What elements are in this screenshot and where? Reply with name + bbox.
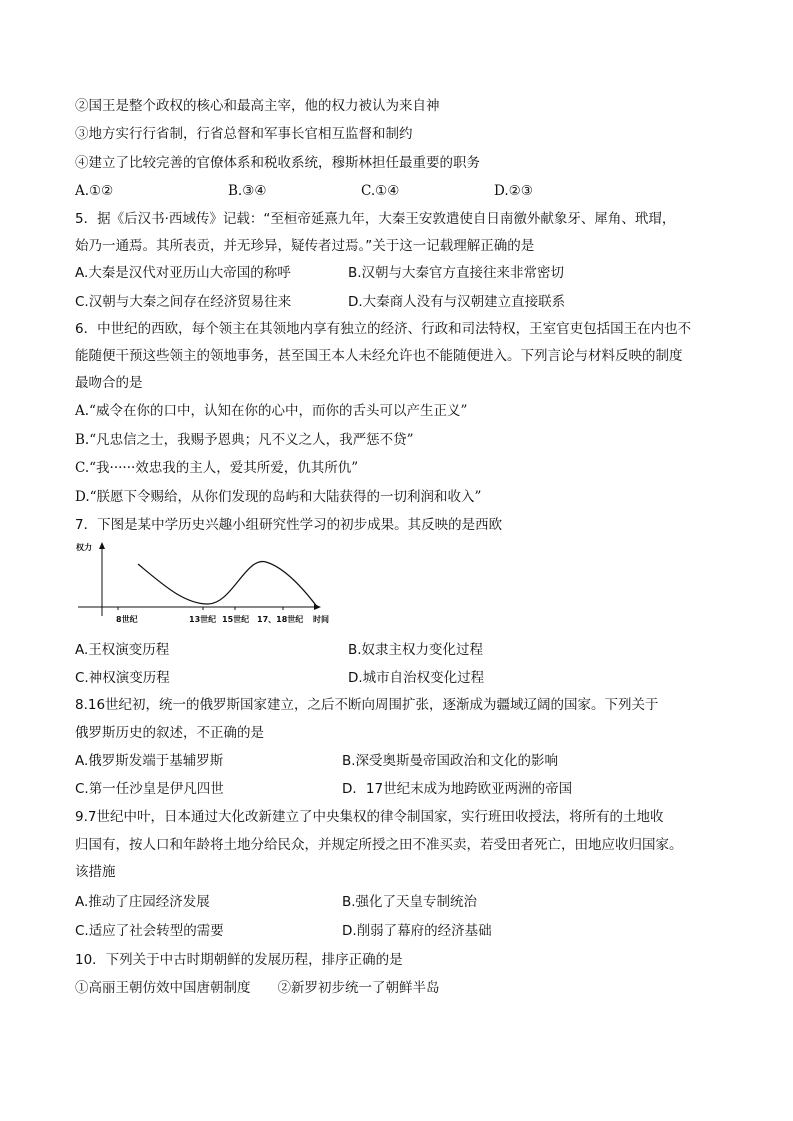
- chart-y-axis-arrow: [99, 542, 105, 549]
- q7-option-a: A.王权演变历程: [75, 642, 170, 658]
- q4-option-a: A.①②: [75, 183, 114, 199]
- q6-stem-line-3: 最吻合的是: [75, 375, 143, 391]
- q4-statement-4: ④建立了比较完善的官僚体系和税收系统，穆斯林担任最重要的职务: [75, 155, 480, 171]
- q8-option-a: A.俄罗斯发端于基辅罗斯: [75, 753, 224, 769]
- q6-stem-line-2: 能随便干预这些领主的领地事务，甚至国王本人未经允许也不能随便进入。下列言论与材料反映的制度: [75, 348, 683, 364]
- q9-option-b: B.强化了天皇专制统治: [342, 894, 478, 910]
- q5-option-b: B.汉朝与大秦官方直接往来非常密切: [348, 265, 565, 281]
- q10-stem-line-1: 10．下列关于中古时期朝鲜的发展历程，排序正确的是: [75, 952, 403, 968]
- q4-option-d: D.②③: [494, 183, 533, 199]
- q8-stem-line-1: 8.16世纪初，统一的俄罗斯国家建立，之后不断向周围扩张，逐渐成为疆域辽阔的国家。下列关于: [75, 697, 659, 713]
- q6-stem-line-1: 6．中世纪的西欧，每个领主在其领地内享有独立的经济、行政和司法特权，王室官吏包括国王在内也不: [75, 321, 692, 337]
- q8-option-b: B.深受奥斯曼帝国政治和文化的影响: [342, 753, 559, 769]
- q5-stem-line-1: 5．据《后汉书·西域传》记载：“至桓帝延熹九年，大秦王安敦遣使自日南徼外献象牙、犀角、玳瑁，: [75, 211, 676, 227]
- q9-option-a: A.推动了庄园经济发展: [75, 894, 210, 910]
- q4-statement-2: ②国王是整个政权的核心和最高主宰，他的权力被认为来自神: [75, 98, 440, 114]
- q5-stem-line-2: 始乃一通焉。其所表贡，并无珍异，疑传者过焉。”关于这一记载理解正确的是: [75, 238, 535, 254]
- chart-tick-label-13: 13世纪: [189, 615, 217, 624]
- q4-option-b: B.③④: [228, 183, 267, 199]
- chart-y-label: 权力: [76, 543, 92, 552]
- q5-option-d: D.大秦商人没有与汉朝建立直接联系: [348, 294, 566, 310]
- q7-stem-line-1: 7．下图是某中学历史兴趣小组研究性学习的初步成果。其反映的是西欧: [75, 517, 503, 533]
- q6-option-d: D.“朕愿下令赐给，从你们发现的岛屿和大陆获得的一切利润和收入”: [75, 489, 482, 505]
- q9-stem-line-1: 9.7世纪中叶，日本通过大化改新建立了中央集权的律令制国家，实行班田收授法，将所有的土地收: [75, 809, 664, 825]
- q7-option-c: C.神权演变历程: [75, 670, 170, 686]
- q9-option-c: C.适应了社会转型的需要: [75, 923, 224, 939]
- chart-power-curve: [138, 561, 318, 608]
- q8-option-d: D．17世纪末成为地跨欧亚两洲的帝国: [342, 781, 573, 797]
- chart-tick-label-8: 8世纪: [116, 615, 138, 624]
- q6-option-b: B.“凡忠信之士，我赐予恩典；凡不义之人，我严惩不贷”: [75, 432, 414, 448]
- q8-option-c: C.第一任沙皇是伊凡四世: [75, 781, 224, 797]
- q6-option-c: C.“我······效忠我的主人，爱其所爱，仇其所仇”: [75, 460, 359, 476]
- q9-stem-line-3: 该措施: [75, 864, 116, 880]
- q7-option-d: D.城市自治权变化过程: [348, 670, 485, 686]
- chart-tick-label-15: 15世纪: [222, 615, 250, 624]
- q5-option-a: A.大秦是汉代对亚历山大帝国的称呼: [75, 265, 291, 281]
- chart-tick-label-17-18: 17、18世纪: [257, 615, 304, 624]
- q9-stem-line-2: 归国有，按人口和年龄将土地分给民众，并规定所授之田不准买卖，若受田者死亡，田地应收归国家。: [75, 837, 683, 853]
- q4-statement-3: ③地方实行行省制，行省总督和军事长官相互监督和制约: [75, 126, 413, 142]
- q9-option-d: D.削弱了幕府的经济基础: [342, 923, 492, 939]
- chart-x-label: 时间: [313, 615, 329, 624]
- q5-option-c: C.汉朝与大秦之间存在经济贸易往来: [75, 294, 292, 310]
- q7-option-b: B.奴隶主权力变化过程: [348, 642, 484, 658]
- q7-chart-svg: [70, 540, 340, 632]
- q8-stem-line-2: 俄罗斯历史的叙述，不正确的是: [75, 725, 264, 741]
- q4-option-c: C.①④: [361, 183, 400, 199]
- q10-statements: ①高丽王朝仿效中国唐朝制度 ②新罗初步统一了朝鲜半岛: [75, 980, 440, 996]
- q7-power-chart: [70, 540, 340, 632]
- q6-option-a: A.“威令在你的口中，认知在你的心中，而你的舌头可以产生正义”: [75, 403, 468, 419]
